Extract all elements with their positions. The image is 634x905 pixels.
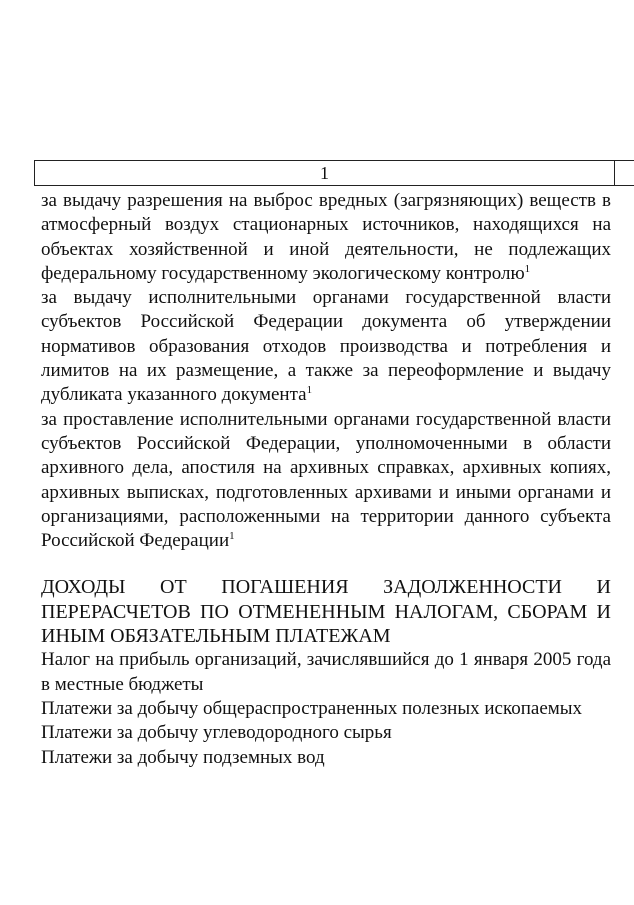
footnote-marker: 1: [229, 530, 235, 543]
revenue-item: Платежи за добычу углеводородного сырья: [41, 722, 392, 744]
fee-item: [41, 286, 611, 407]
column-number: 1: [320, 163, 329, 183]
fee-item-text: за выдачу исполнительными органами государственной власти субъектов Российской Федерации документа об утверждении нормативов образования отходов производства и потребления и лимитов на их размещение, а также за переоформление и выдачу дубликата указанного документа: [41, 287, 611, 406]
revenue-item: Налог на прибыль организаций, зачислявшийся до 1 января 2005 года в местные бюджеты: [41, 649, 611, 695]
fee-item-text: за выдачу разрешения на выброс вредных (загрязняющих) веществ в атмосферный воздух стационарных источников, находящихся на объектах хозяйственной и иной деятельности, не подлежащих федеральному государственному экологическому контролю: [41, 190, 611, 284]
column-side-cell: [615, 161, 634, 185]
fee-item: [41, 189, 611, 286]
table-header-row: [34, 160, 634, 186]
fee-item-text: за проставление исполнительными органами государственной власти субъектов Российской Федерации, уполномоченными в области архивного дела, апостиля на архивных справках, архивных копиях, архивных выписках, подготовленных архивами и иными органами и организациями, расположенными на территории данного субъекта Российской Федерации: [41, 408, 611, 552]
revenue-item: Платежи за добычу общераспространенных полезных ископаемых: [41, 697, 583, 719]
fee-item: [41, 408, 611, 554]
footnote-marker: 1: [524, 262, 531, 275]
revenue-item: Платежи за добычу подземных вод: [41, 746, 325, 768]
section-heading: ДОХОДЫ ОТ ПОГАШЕНИЯ ЗАДОЛЖЕННОСТИ И ПЕРЕРАСЧЕТОВ ПО ОТМЕНЕННЫМ НАЛОГАМ, СБОРАМ И ИНЫМ ОБЯЗАТЕЛЬНЫМ ПЛАТЕЖАМ: [41, 576, 611, 648]
column-number-cell: [34, 161, 615, 185]
footnote-marker: 1: [306, 384, 313, 397]
document-body: [41, 189, 611, 770]
